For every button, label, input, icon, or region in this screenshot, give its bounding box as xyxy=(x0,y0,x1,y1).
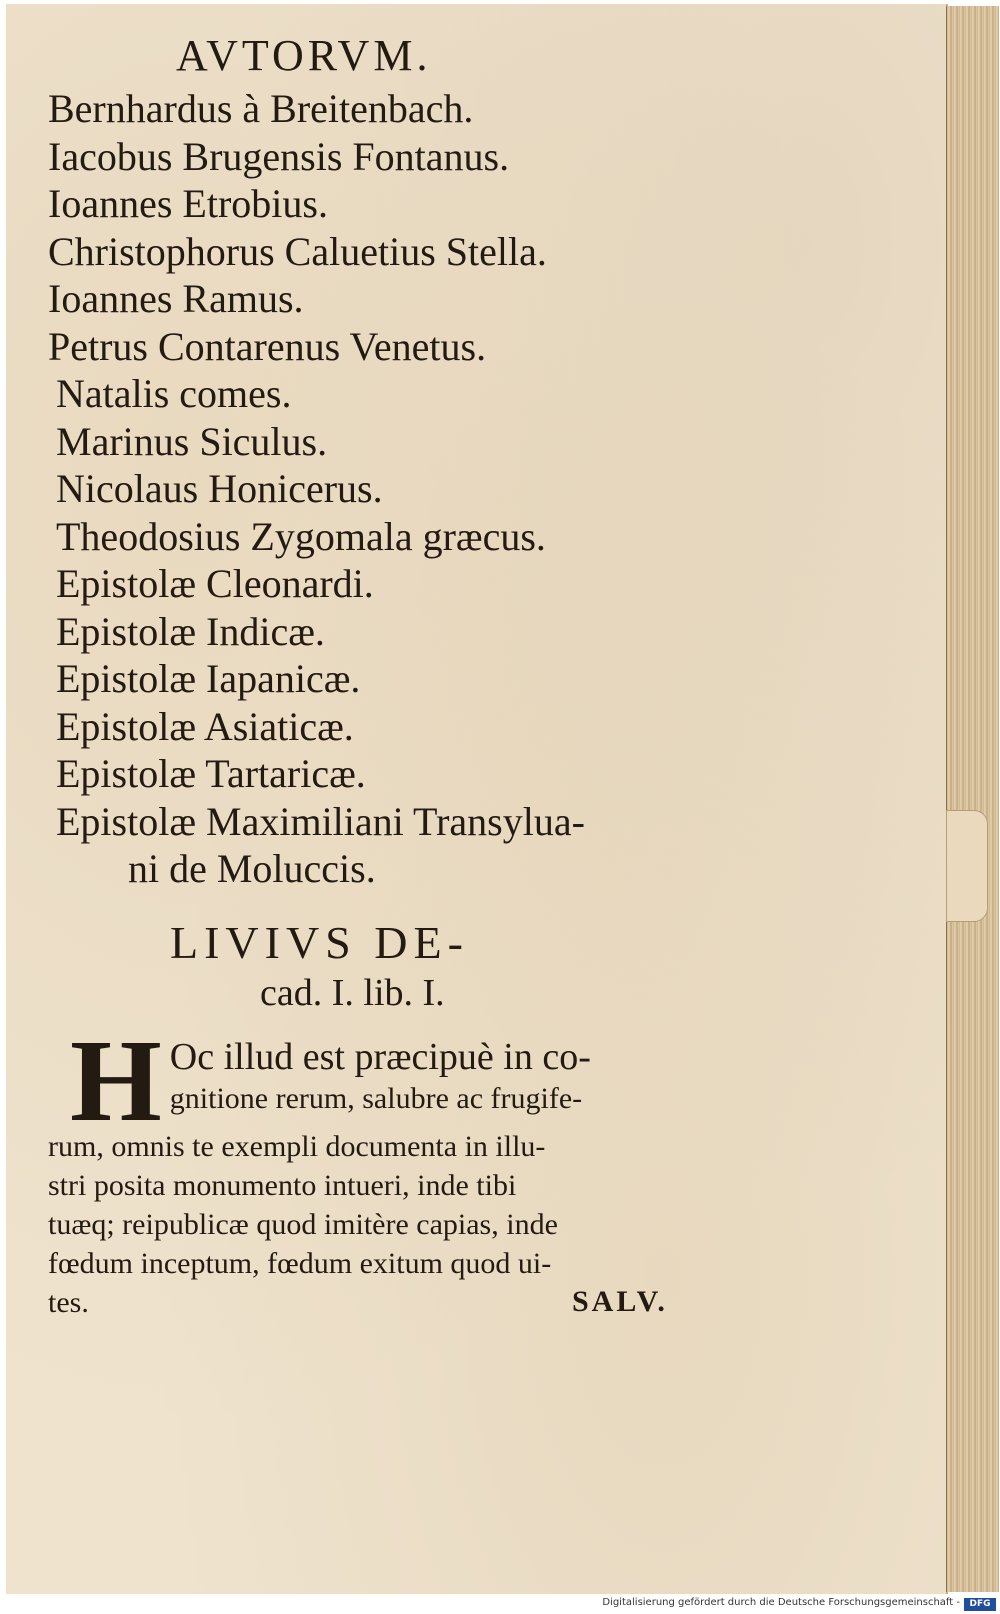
catchword: SALV. xyxy=(572,1285,668,1318)
author-entry: Marinus Siculus. xyxy=(56,418,328,464)
page-heading: AVTORVM. xyxy=(176,31,432,80)
author-entry: Natalis comes. xyxy=(56,371,292,416)
body-paragraph xyxy=(48,1014,718,1322)
funding-notice: Digitalisierung gefördert durch die Deutsche Forschungsgemeinschaft - xyxy=(602,1597,960,1608)
paragraph-line: Oc illud est præcipuè in co- xyxy=(169,1035,591,1078)
author-entry: Ioannes Etrobius. xyxy=(48,181,328,226)
dfg-logo: DFG xyxy=(964,1598,996,1611)
author-list xyxy=(48,85,748,893)
author-entry: Epistolæ Indicæ. xyxy=(56,608,325,654)
author-entry: Epistolæ Iapanicæ. xyxy=(56,656,361,701)
author-entry-continuation: ni de Moluccis. xyxy=(128,846,376,891)
author-entry: Petrus Contarenus Venetus. xyxy=(48,323,487,369)
author-entry: Christophorus Caluetius Stella. xyxy=(48,228,547,274)
paragraph-line: tuæq; reipublicæ quod imitère capias, inde xyxy=(48,1207,558,1241)
section-title: LIVIVS DE- xyxy=(170,916,469,968)
paragraph-line: tes. xyxy=(48,1285,89,1319)
author-entry: Iacobus Brugensis Fontanus. xyxy=(48,133,510,179)
author-entry: Bernhardus à Breitenbach. xyxy=(48,86,474,131)
section-subtitle: cad. I. lib. I. xyxy=(260,971,445,1014)
author-entry: Epistolæ Cleonardi. xyxy=(56,561,374,606)
author-entry: Ioannes Ramus. xyxy=(48,276,304,321)
author-entry: Nicolaus Honicerus. xyxy=(56,466,383,511)
author-entry: Epistolæ Maximiliani Transylua- xyxy=(56,798,585,844)
author-entry: Epistolæ Tartaricæ. xyxy=(56,751,366,796)
paragraph-line: fœdum inceptum, fœdum exitum quod ui- xyxy=(48,1246,552,1280)
book-page-edges xyxy=(946,6,999,1592)
paragraph-line: gnitione rerum, salubre ac frugife- xyxy=(169,1081,583,1115)
paragraph-line: rum, omnis te exempli documenta in illu- xyxy=(48,1129,546,1163)
page-text xyxy=(48,30,748,1322)
drop-capital: H xyxy=(70,1014,162,1146)
page-clip xyxy=(946,810,988,922)
author-entry: Theodosius Zygomala græcus. xyxy=(56,513,546,559)
author-entry: Epistolæ Asiaticæ. xyxy=(56,703,354,749)
paragraph-line: stri posita monumento intueri, inde tibi xyxy=(48,1168,517,1202)
